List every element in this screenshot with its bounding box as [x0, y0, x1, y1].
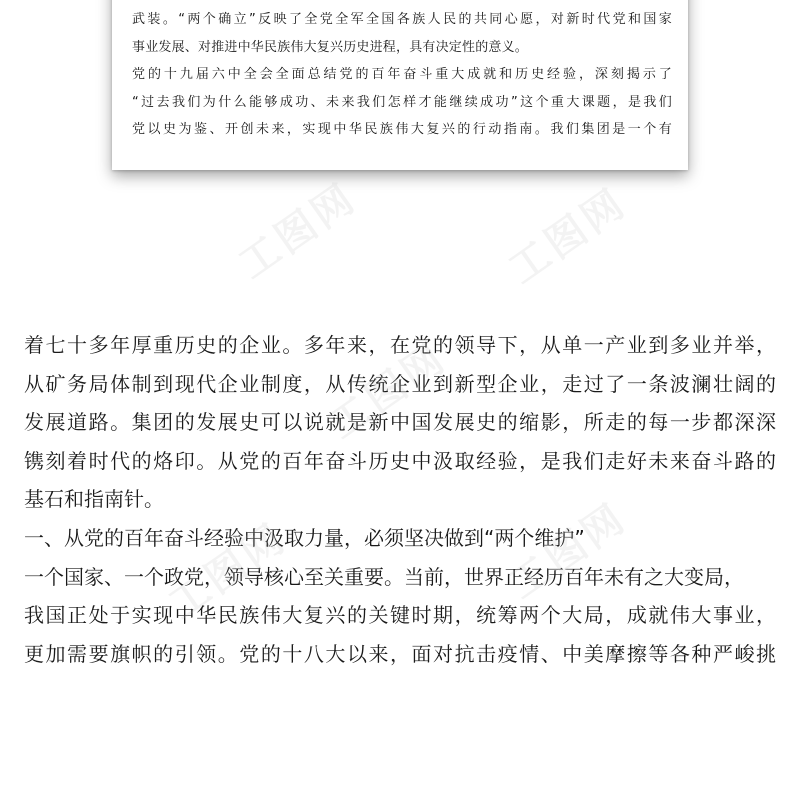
- body-line: 我国正处于实现中华民族伟大复兴的关键时期，统筹两个大局，成就伟大事业，: [24, 603, 776, 628]
- body-line: 从矿务局体制到现代企业制度，从传统企业到新型企业，走过了一条波澜壮阔的: [24, 371, 776, 396]
- section-heading: 一、从党的百年奋斗经验中汲取力量，必须坚决做到“两个维护”: [24, 525, 585, 550]
- watermark: 工图网: [500, 179, 636, 294]
- watermark: 工图网: [160, 514, 296, 629]
- watermark: 工图网: [230, 174, 366, 289]
- watermark: 工图网: [500, 494, 636, 609]
- body-line: 基石和指南针。: [24, 487, 164, 512]
- excerpt-line: “过去我们为什么能够成功、未来我们怎样才能继续成功”这个重大课题，是我们: [132, 94, 672, 110]
- body-line: 着七十多年厚重历史的企业。多年来，在党的领导下，从单一产业到多业并举，: [24, 333, 776, 357]
- excerpt-line: 事业发展、对推进中华民族伟大复兴历史进程，具有决定性的意义。: [132, 39, 529, 55]
- excerpt-line: 党以史为鉴、开创未来，实现中华民族伟大复兴的行动指南。我们集团是一个有: [132, 122, 672, 137]
- body-line: 发展道路。集团的发展史可以说就是新中国发展史的缩影，所走的每一步都深深: [24, 410, 776, 435]
- excerpt-line: 党的十九届六中全会全面总结党的百年奋斗重大成就和历史经验，深刻揭示了: [132, 67, 672, 82]
- body-line: 更加需要旗帜的引领。党的十八大以来，面对抗击疫情、中美摩擦等各种严峻挑: [24, 641, 776, 666]
- body-line: 一个国家、一个政党，领导核心至关重要。当前，世界正经历百年未有之大变局，: [24, 564, 744, 589]
- watermark: 工图网: [320, 334, 456, 449]
- document-body: [24, 326, 776, 673]
- excerpt-card: [112, 0, 688, 170]
- excerpt-text: [132, 6, 672, 144]
- body-line: 镌刻着时代的烙印。从党的百年奋斗历史中汲取经验，是我们走好未来奋斗路的: [24, 448, 776, 473]
- excerpt-line: 武装。“两个确立”反映了全党全军全国各族人民的共同心愿，对新时代党和国家: [132, 12, 672, 27]
